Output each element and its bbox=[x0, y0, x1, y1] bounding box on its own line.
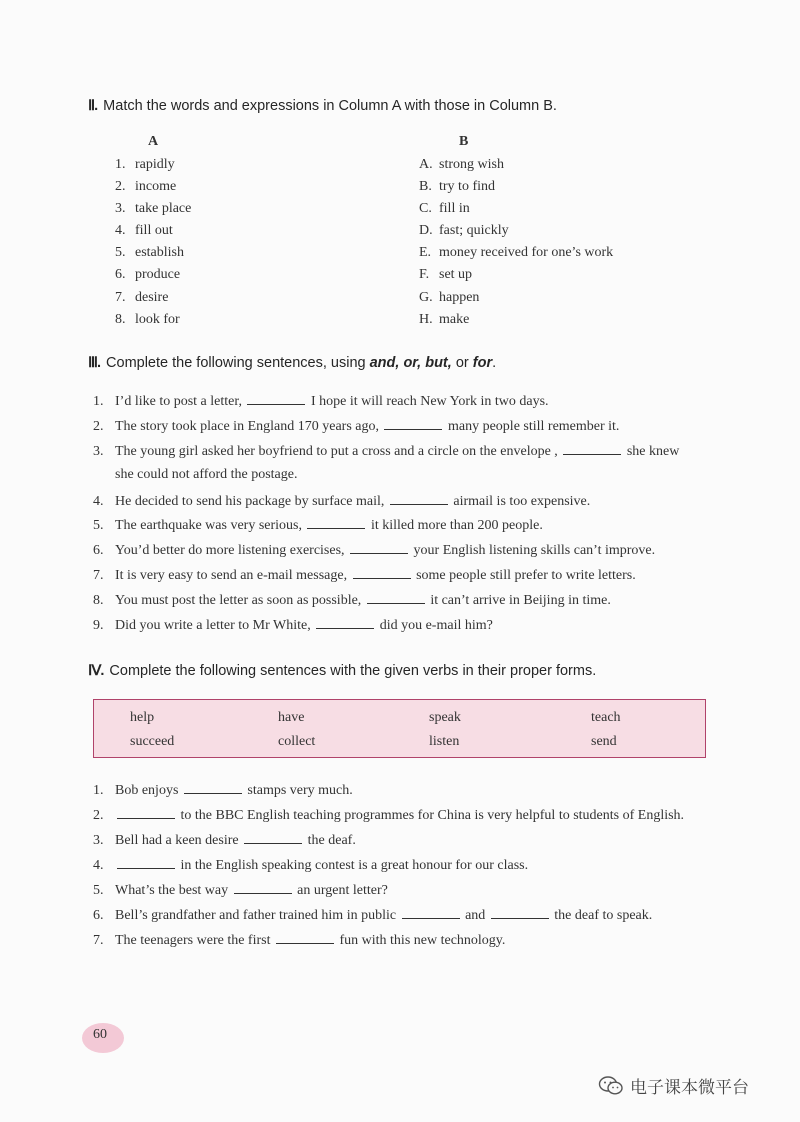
sentence-part: to the BBC English teaching programmes for China is very helpful to students of English. bbox=[180, 808, 685, 823]
sentence-part: it killed more than 200 people. bbox=[370, 518, 543, 533]
word-bank-item: teach bbox=[591, 710, 621, 725]
item-number: 1. bbox=[115, 157, 126, 172]
word-bank-item: send bbox=[591, 734, 617, 749]
sentence-part: Bob enjoys bbox=[115, 783, 179, 798]
answer-blank[interactable] bbox=[367, 591, 425, 604]
sentence-part: The young girl asked her boyfriend to put a cross and a circle on the envelope , bbox=[115, 444, 558, 459]
word-bank-item: succeed bbox=[130, 734, 175, 749]
item-text: fill out bbox=[135, 223, 173, 238]
item-text: look for bbox=[135, 312, 180, 327]
item-number: 9. bbox=[93, 618, 104, 633]
item-letter: D. bbox=[419, 223, 433, 238]
item-text: produce bbox=[135, 267, 181, 282]
item-letter: B. bbox=[419, 179, 432, 194]
column-b-item bbox=[419, 157, 504, 179]
item-letter: H. bbox=[419, 312, 433, 327]
section-4-heading bbox=[88, 663, 596, 679]
word-bank-item: have bbox=[278, 710, 305, 725]
column-b-item bbox=[419, 290, 479, 312]
answer-blank[interactable] bbox=[350, 541, 408, 554]
exercise-item bbox=[93, 881, 733, 899]
section-3-numeral: Ⅲ. bbox=[88, 355, 101, 371]
exercise-item bbox=[93, 516, 733, 534]
column-a-item bbox=[115, 223, 173, 245]
sentence-part: You must post the letter as soon as possible, bbox=[115, 593, 362, 608]
item-letter: F. bbox=[419, 267, 430, 282]
column-a-item bbox=[115, 290, 168, 312]
wechat-icon bbox=[598, 1075, 624, 1097]
sentence-part: What’s the best way bbox=[115, 883, 229, 898]
exercise-item bbox=[93, 566, 733, 584]
section-4-numeral: Ⅳ. bbox=[88, 663, 104, 679]
exercise-item bbox=[93, 492, 733, 510]
section-4-instruction: Complete the following sentences with the given verbs in their proper forms. bbox=[109, 663, 597, 679]
item-text: money received for one’s work bbox=[439, 245, 614, 260]
column-b-item bbox=[419, 245, 613, 267]
sentence-part: The teenagers were the first bbox=[115, 933, 271, 948]
column-a-header: A bbox=[148, 134, 159, 149]
item-text: rapidly bbox=[135, 157, 175, 172]
item-text: happen bbox=[439, 290, 480, 305]
column-a-item bbox=[115, 267, 180, 289]
exercise-item bbox=[93, 541, 733, 559]
item-number: 5. bbox=[115, 245, 126, 260]
item-number: 7. bbox=[93, 568, 104, 583]
answer-blank[interactable] bbox=[247, 392, 305, 405]
exercise-item bbox=[93, 392, 733, 410]
exercise-item bbox=[93, 781, 733, 799]
word-bank-box bbox=[93, 699, 706, 758]
exercise-item bbox=[93, 906, 733, 924]
sentence-part: Bell’s grandfather and father trained him in public bbox=[115, 908, 397, 923]
keyword-and: and, bbox=[369, 355, 400, 371]
answer-blank[interactable] bbox=[234, 881, 292, 894]
item-number: 4. bbox=[93, 858, 104, 873]
item-number: 6. bbox=[115, 267, 126, 282]
item-number: 4. bbox=[115, 223, 126, 238]
item-text: strong wish bbox=[439, 157, 504, 172]
column-b-item bbox=[419, 312, 469, 334]
word-bank-item: help bbox=[130, 710, 155, 725]
sentence-part: I’d like to post a letter, bbox=[115, 394, 242, 409]
watermark bbox=[598, 1073, 749, 1098]
column-a-item bbox=[115, 245, 184, 267]
word-bank-item: listen bbox=[429, 734, 460, 749]
column-a-item bbox=[115, 157, 175, 179]
word-bank-item: speak bbox=[429, 710, 461, 725]
answer-blank[interactable] bbox=[384, 417, 442, 430]
item-number: 5. bbox=[93, 883, 104, 898]
keyword-for: for bbox=[472, 355, 493, 371]
sentence-part: It is very easy to send an e-mail message, bbox=[115, 568, 348, 583]
section-3-instruction: Complete the following sentences, using bbox=[106, 355, 370, 371]
column-b-item bbox=[419, 223, 509, 245]
answer-blank[interactable] bbox=[390, 492, 448, 505]
connector-or: or bbox=[455, 355, 469, 371]
item-text: make bbox=[439, 312, 470, 327]
sentence-part: The story took place in England 170 years ago, bbox=[115, 419, 379, 434]
item-text: set up bbox=[439, 267, 473, 282]
column-b-item bbox=[419, 201, 470, 223]
sentence-part: airmail is too expensive. bbox=[453, 494, 591, 509]
exercise-item bbox=[93, 442, 733, 460]
item-number: 8. bbox=[93, 593, 104, 608]
column-b-item bbox=[419, 179, 495, 201]
column-b-item bbox=[419, 267, 472, 289]
page-number: 60 bbox=[93, 1027, 107, 1042]
item-number: 2. bbox=[93, 419, 104, 434]
sentence-continuation: she could not afford the postage. bbox=[115, 467, 298, 482]
sentence-part: and bbox=[465, 908, 486, 923]
answer-blank[interactable] bbox=[353, 566, 411, 579]
exercise-item bbox=[93, 856, 733, 874]
sentence-part: the deaf to speak. bbox=[554, 908, 653, 923]
item-letter: E. bbox=[419, 245, 432, 260]
answer-blank[interactable] bbox=[244, 831, 302, 844]
sentence-part: many people still remember it. bbox=[447, 419, 620, 434]
exercise-item bbox=[93, 591, 733, 609]
sentence-part: Did you write a letter to Mr White, bbox=[115, 618, 311, 633]
period: . bbox=[492, 355, 497, 371]
item-number: 3. bbox=[93, 833, 104, 848]
answer-blank[interactable] bbox=[316, 616, 374, 629]
column-a-item bbox=[115, 179, 176, 201]
sentence-part: in the English speaking contest is a great honour for our class. bbox=[180, 858, 529, 873]
item-text: try to find bbox=[439, 179, 495, 194]
column-a-item bbox=[115, 201, 191, 223]
answer-blank[interactable] bbox=[276, 931, 334, 944]
item-number: 2. bbox=[93, 808, 104, 823]
item-number: 7. bbox=[115, 290, 126, 305]
item-letter: G. bbox=[419, 290, 433, 305]
item-text: fast; quickly bbox=[439, 223, 509, 238]
item-text: desire bbox=[135, 290, 169, 305]
watermark-text: 电子课本微平台 bbox=[630, 1078, 749, 1098]
keyword-or: or, bbox=[403, 355, 422, 371]
sentence-part: fun with this new technology. bbox=[339, 933, 506, 948]
sentence-part: an urgent letter? bbox=[297, 883, 388, 898]
answer-blank[interactable] bbox=[117, 806, 175, 819]
item-text: take place bbox=[135, 201, 192, 216]
column-a-item bbox=[115, 312, 180, 334]
sentence-part: You’d better do more listening exercises, bbox=[115, 543, 345, 558]
section-3-heading bbox=[88, 355, 496, 371]
section-2-numeral: Ⅱ. bbox=[88, 98, 98, 114]
item-number: 3. bbox=[115, 201, 126, 216]
sentence-part: did you e-mail him? bbox=[379, 618, 493, 633]
answer-blank[interactable] bbox=[307, 516, 365, 529]
section-2-instruction: Match the words and expressions in Column A with those in Column B. bbox=[103, 98, 557, 114]
answer-blank[interactable] bbox=[402, 906, 460, 919]
item-letter: A. bbox=[419, 157, 433, 172]
exercise-item bbox=[93, 931, 733, 949]
item-text: establish bbox=[135, 245, 184, 260]
word-bank-item: collect bbox=[278, 734, 316, 749]
item-number: 2. bbox=[115, 179, 126, 194]
exercise-item bbox=[93, 831, 733, 849]
sentence-part: she knew bbox=[626, 444, 680, 459]
item-number: 3. bbox=[93, 444, 104, 459]
sentence-part: He decided to send his package by surface mail, bbox=[115, 494, 385, 509]
exercise-item bbox=[93, 417, 733, 435]
exercise-item bbox=[93, 806, 733, 824]
item-number: 4. bbox=[93, 494, 104, 509]
column-b-header: B bbox=[459, 134, 469, 149]
item-text: income bbox=[135, 179, 177, 194]
section-2-heading bbox=[88, 98, 557, 114]
sentence-part: your English listening skills can’t improve. bbox=[413, 543, 656, 558]
sentence-part: stamps very much. bbox=[247, 783, 353, 798]
item-number: 1. bbox=[93, 394, 104, 409]
sentence-part: I hope it will reach New York in two days. bbox=[310, 394, 549, 409]
item-number: 8. bbox=[115, 312, 126, 327]
answer-blank[interactable] bbox=[491, 906, 549, 919]
item-text: fill in bbox=[439, 201, 470, 216]
answer-blank[interactable] bbox=[117, 856, 175, 869]
answer-blank[interactable] bbox=[184, 781, 242, 794]
item-number: 7. bbox=[93, 933, 104, 948]
item-number: 1. bbox=[93, 783, 104, 798]
sentence-part: Bell had a keen desire bbox=[115, 833, 239, 848]
sentence-part: The earthquake was very serious, bbox=[115, 518, 302, 533]
item-number: 5. bbox=[93, 518, 104, 533]
keyword-but: but, bbox=[425, 355, 452, 371]
item-letter: C. bbox=[419, 201, 432, 216]
answer-blank[interactable] bbox=[563, 442, 621, 455]
exercise-item bbox=[93, 616, 733, 634]
item-number: 6. bbox=[93, 908, 104, 923]
sentence-part: it can’t arrive in Beijing in time. bbox=[430, 593, 611, 608]
sentence-part: some people still prefer to write letters. bbox=[416, 568, 636, 583]
sentence-part: the deaf. bbox=[307, 833, 356, 848]
item-number: 6. bbox=[93, 543, 104, 558]
